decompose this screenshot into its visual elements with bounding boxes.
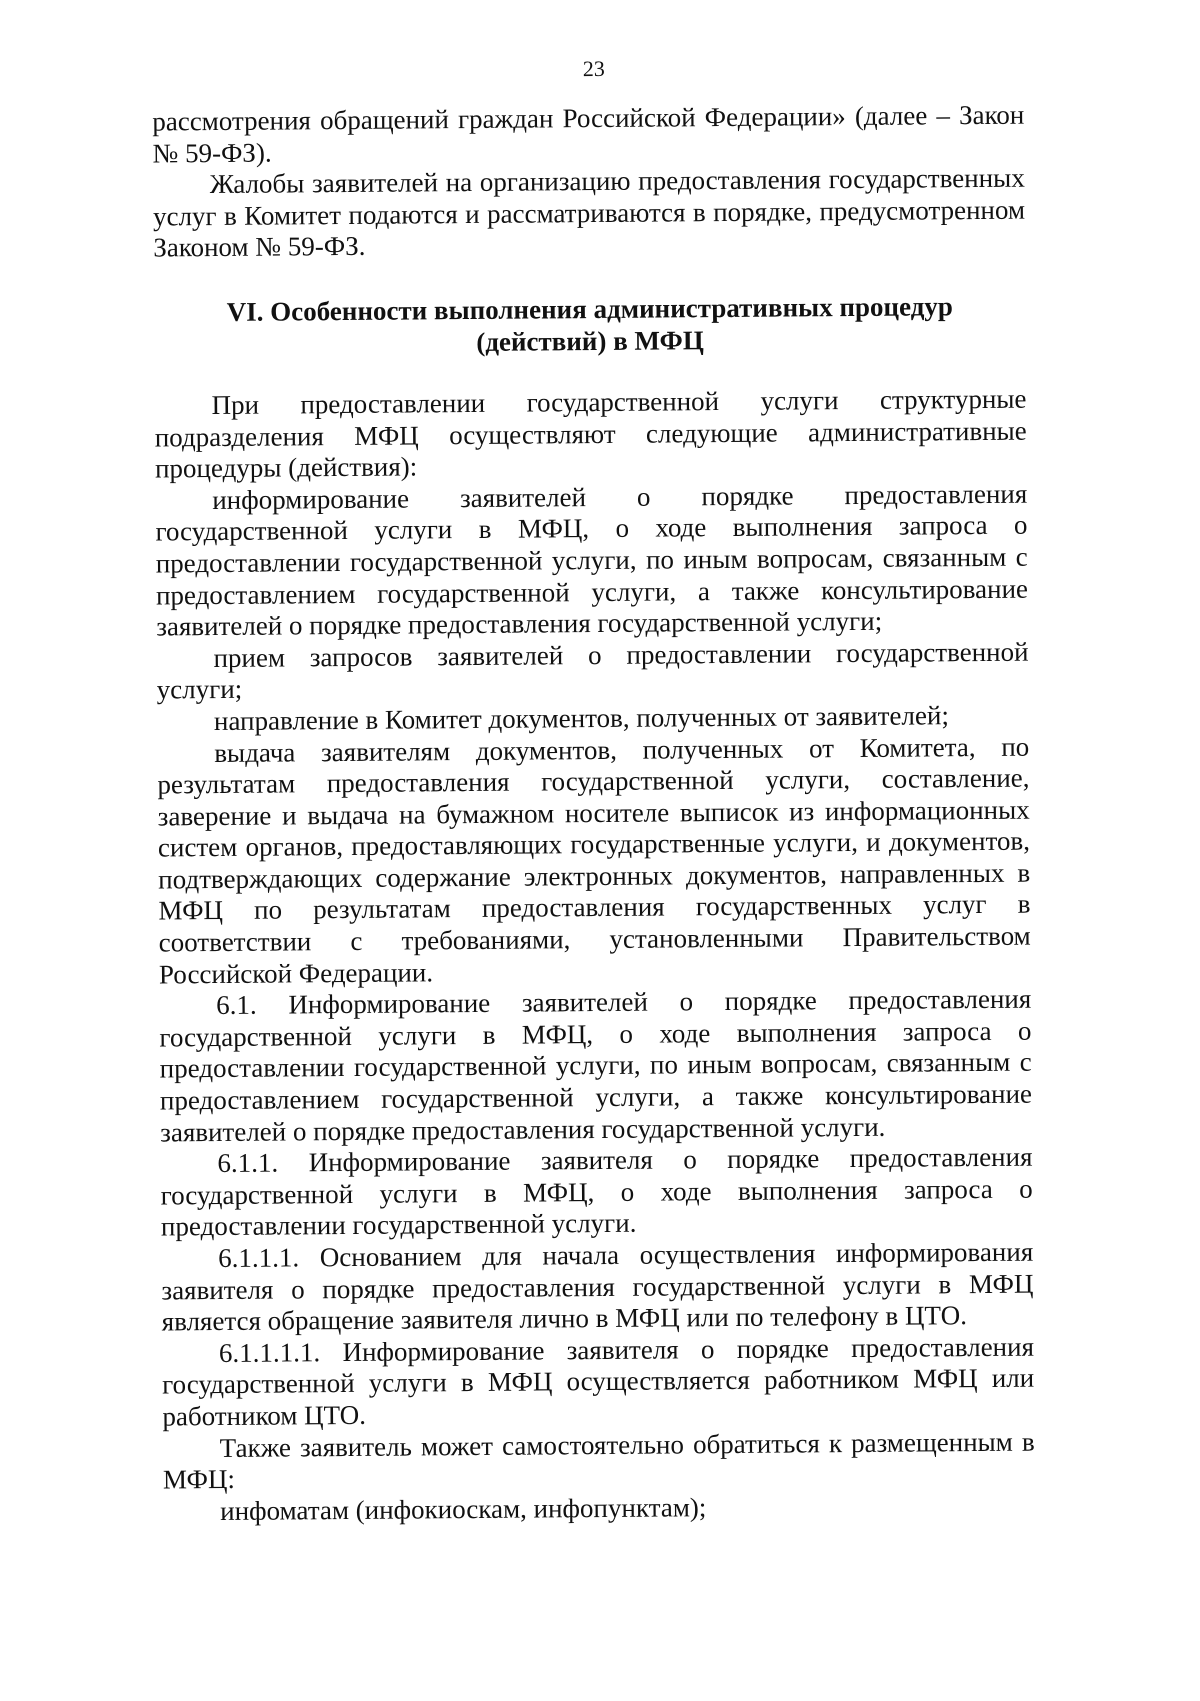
paragraph-complaints: Жалобы заявителей на организацию предоставления государственных услуг в Комитет подаются и рассматриваются в порядке, предусмотренном Законом № 59-ФЗ. bbox=[152, 162, 1026, 263]
list-item-reception: прием запросов заявителей о предоставлении государственной услуги; bbox=[156, 636, 1029, 705]
list-item-sending: направление в Комитет документов, полученных от заявителей; bbox=[213, 700, 949, 736]
clause-6-1-1-1: 6.1.1.1. Основанием для начала осуществления информирования заявителя о порядке предоставления государственной услуги в МФЦ является обращение заявителя лично в МФЦ или по телефону в ЦТО. bbox=[161, 1236, 1034, 1337]
section-heading-line-2: (действий) в МФЦ bbox=[476, 325, 704, 357]
section-heading bbox=[154, 290, 1026, 361]
page-number: 23 bbox=[582, 55, 605, 82]
clause-6-1-1-1-1: 6.1.1.1.1. Информирование заявителя о порядке предоставления государственной услуги в МФЦ осуществляется работником МФЦ или работником ЦТО. bbox=[162, 1331, 1035, 1432]
paragraph-procedures-intro: При предоставлении государственной услуги структурные подразделения МФЦ осуществляют следующие административные процедуры (действия): bbox=[154, 383, 1027, 484]
list-item-issuing: выдача заявителям документов, полученных от Комитета, по результатам предоставления государственной услуги, составление, заверение и выдача на бумажном носителе выписок из информационных систем органов, предоставляющих государственные услуги, и документов, подтверждающих содержание электронных документов, направленных в МФЦ по результатам предоставления государственных услуг в соответствии с требованиями, установленными Правительством Российской Федерации. bbox=[157, 731, 1031, 990]
document-body bbox=[152, 100, 1035, 1528]
clause-6-1: 6.1. Информирование заявителей о порядке предоставления государственной услуги в МФЦ, о ходе выполнения запроса о предоставлении государственной услуги, по иным вопросам, связанным с предоставлением государственной услуги, а также консультирование заявителей о порядке предоставления государственной услуги. bbox=[159, 983, 1033, 1148]
section-heading-line-1: VI. Особенности выполнения административных процедур bbox=[226, 291, 953, 327]
paragraph-self-service: Также заявитель может самостоятельно обратиться к размещенным в МФЦ: bbox=[162, 1426, 1035, 1495]
clause-6-1-1: 6.1.1. Информирование заявителя о порядке предоставления государственной услуги в МФЦ, о ходе выполнения запроса о предоставлении государственной услуги. bbox=[160, 1141, 1033, 1242]
list-item-infomats: инфоматам (инфокиоскам, инфопунктам); bbox=[220, 1491, 707, 1526]
paragraph-law-reference: рассмотрения обращений граждан Российской Федерации» (далее – Закон № 59-ФЗ). bbox=[152, 99, 1025, 169]
list-item-informing: информирование заявителей о порядке предоставления государственной услуги в МФЦ, о ходе выполнения запроса о предоставлении государственной услуги, по иным вопросам, связанным с предоставлением государственной услуги, а также консультирование заявителей о порядке предоставления государственной услуги; bbox=[155, 478, 1029, 642]
